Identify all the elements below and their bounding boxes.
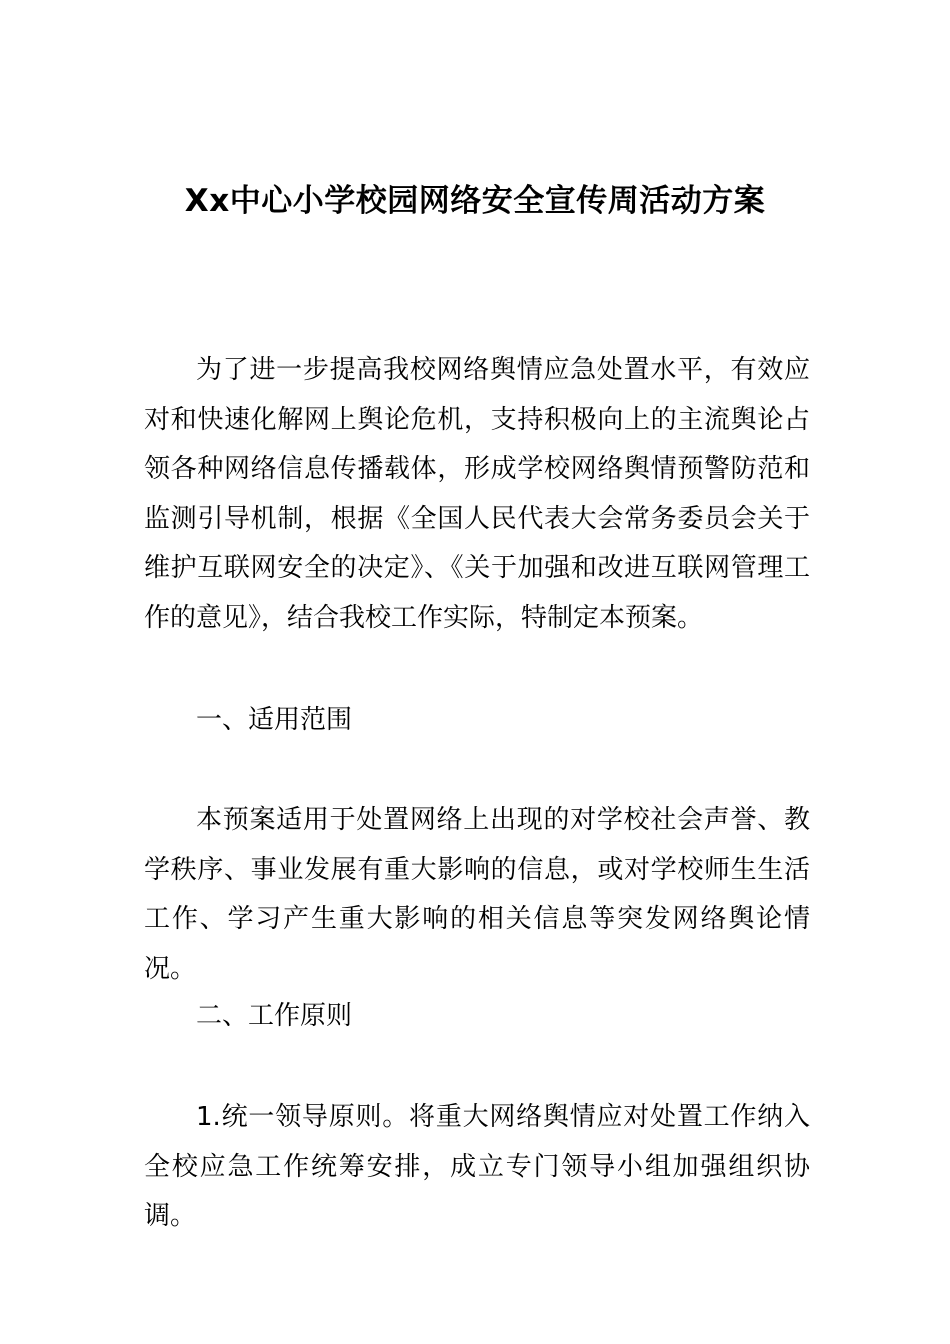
scope-paragraph: 本预案适用于处置网络上出现的对学校社会声誉、教学秩序、事业发展有重大影响的信息，或对学校师生生活工作、学习产生重大影响的相关信息等突发网络舆论情况。 [144,805,810,984]
principle-paragraph-1: 1.统一领导原则。将重大网络舆情应对处置工作纳入全校应急工作统筹安排，成立专门领导小组加强组织协调。 [144,1102,810,1231]
document-title: Xx中心小学校园网络安全宣传周活动方案 [184,182,766,219]
section-heading-principles: 二、工作原则 [196,1001,353,1031]
intro-paragraph: 为了进一步提高我校网络舆情应急处置水平，有效应对和快速化解网上舆论危机，支持积极向上的主流舆论占领各种网络信息传播载体，形成学校网络舆情预警防范和监测引导机制，根据《全国人民代表大会常务委员会关于维护互联网安全的决定》、《关于加强和改进互联网管理工作的意见》，结合我校工作实际，特制定本预案。 [144,355,810,633]
section-heading-scope: 一、适用范围 [196,705,353,735]
